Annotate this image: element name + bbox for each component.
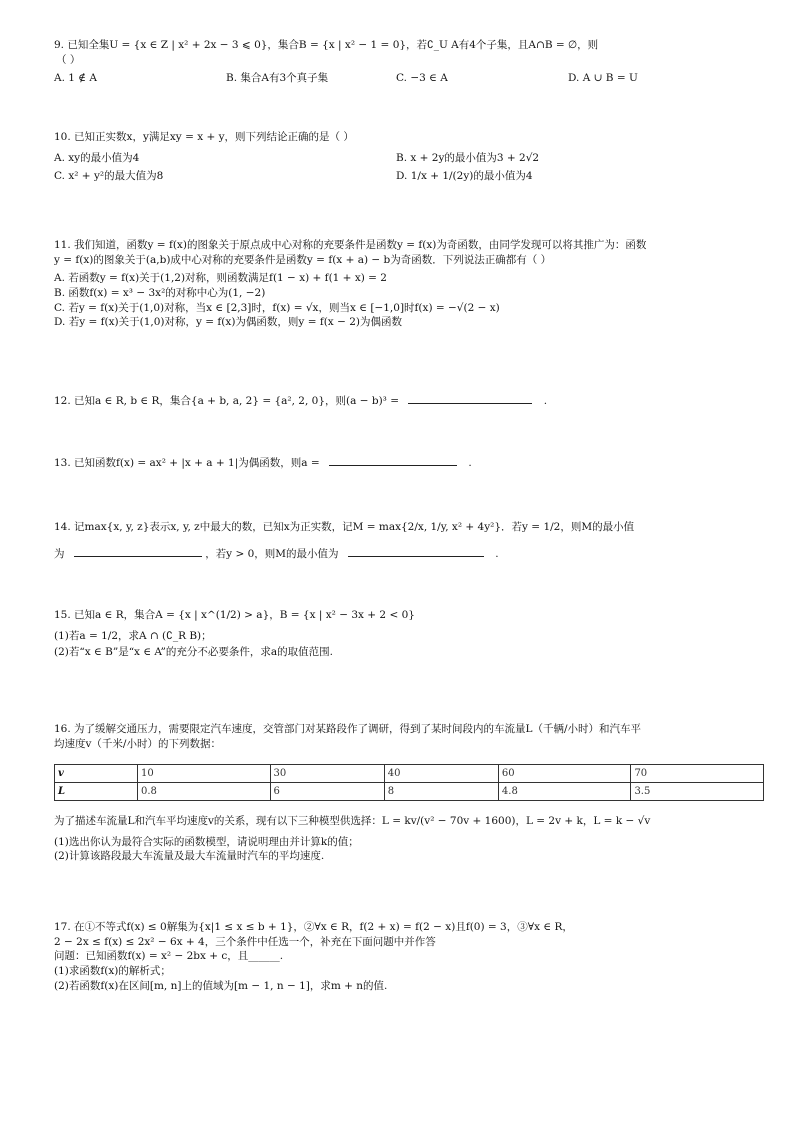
q15-stem: 15. 已知a ∈ R，集合A = {x | x^(1/2) > a}，B = {x | x² − 3x + 2 < 0} (54, 609, 415, 621)
q9-answer-paren: （ ） (56, 53, 81, 66)
q9-option-c[interactable]: C. −3 ∈ A (396, 72, 448, 85)
q12-period: . (543, 395, 548, 407)
table-cell: 3.5 (631, 783, 764, 801)
q10-option-c[interactable]: C. x² + y²的最大值为8 (54, 169, 164, 182)
q14-line2-prefix: 为 (54, 547, 65, 560)
table-cell: 4.8 (498, 783, 631, 801)
question-16 (54, 722, 766, 751)
table-cell: 70 (631, 765, 764, 783)
q16-stem-line1: 16. 为了缓解交通压力，需要限定汽车速度，交管部门对某路段作了调研，得到了某时间段内的车流量L（千辆/小时）和汽车平 (54, 723, 642, 735)
table-cell: 60 (498, 765, 631, 783)
q10-option-a[interactable]: A. xy的最小值为4 (54, 151, 140, 164)
q14-line2-middle: ，若y > 0，则M的最小值为 (205, 547, 339, 560)
table-cell: 30 (270, 765, 384, 783)
table-cell: 6 (270, 783, 384, 801)
q10-option-b[interactable]: B. x + 2y的最小值为3 + 2√2 (396, 151, 540, 164)
q16-models: 为了描述车流量L和汽车平均速度v的关系，现有以下三种模型供选择：L = kv/(v² − 70v + 1600)，L = 2v + k，L = k − √v (54, 815, 651, 827)
q17-stem-line1: 17. 在①不等式f(x) ≤ 0解集为{x|1 ≤ x ≤ b + 1}，②∀x ∈ R，f(2 + x) = f(2 − x)且f(0) = 3，③∀x ∈ R， (54, 921, 573, 933)
table-row-l (55, 783, 764, 801)
q16-part2: (2)计算该路段最大车流量及最大车流量时汽车的平均速度. (54, 850, 325, 863)
q11-option-b[interactable]: B. 函数f(x) = x³ − 3x²的对称中心为(1, −2) (54, 287, 266, 300)
q9-option-b[interactable]: B. 集合A有3个真子集 (226, 72, 329, 85)
table-row-v (55, 765, 764, 783)
q13-stem: 13. 已知函数f(x) = ax² + |x + a + 1|为偶函数，则a = (54, 457, 320, 469)
table-header-l: L (55, 783, 138, 801)
q14-answer-blank-2[interactable] (348, 545, 484, 557)
q13-period: . (468, 457, 472, 469)
question-11 (54, 238, 766, 330)
question-15 (54, 608, 766, 660)
q11-stem-line1: 11. 我们知道，函数y = f(x)的图象关于原点成中心对称的充要条件是函数y = f(x)为奇函数，由同学发现可以将其推广为：函数 (54, 239, 647, 251)
q17-stem-line2: 2 − 2x ≤ f(x) ≤ 2x² − 6x + 4，三个条件中任选一个，补充在下面问题中并作答 (54, 935, 436, 948)
table-cell: 0.8 (138, 783, 271, 801)
question-9 (54, 38, 766, 87)
question-13 (54, 454, 766, 471)
q17-part1: (1)求函数f(x)的解析式； (54, 965, 171, 978)
question-16-continued (54, 814, 766, 864)
q14-answer-blank-1[interactable] (74, 545, 202, 557)
q16-stem-line2: 均速度v（千米/小时）的下列数据： (54, 737, 221, 750)
table-cell: 10 (138, 765, 271, 783)
q14-period: . (495, 547, 499, 560)
q16-data-table (54, 764, 764, 801)
q16-part1: (1)选出你认为最符合实际的函数模型，请说明理由并计算k的值； (54, 835, 359, 848)
question-17 (54, 920, 766, 993)
q11-option-c[interactable]: C. 若y = f(x)关于(1,0)对称，当x ∈ [2,3]时，f(x) = √x，则当x ∈ [−1,0]时f(x) = −√(2 − x) (54, 301, 500, 314)
question-12 (54, 392, 766, 409)
q9-option-d[interactable]: D. A ∪ B = U (568, 72, 638, 85)
question-14 (54, 520, 766, 561)
table-cell: 8 (384, 783, 498, 801)
table-header-v: v (55, 765, 138, 783)
q17-problem: 问题：已知函数f(x) = x² − 2bx + c，且______. (54, 950, 284, 963)
q15-part1: (1)若a = 1/2，求A ∩ (∁_R B)； (54, 629, 212, 642)
q9-option-a[interactable]: A. 1 ∉ A (54, 72, 97, 85)
q12-answer-blank[interactable] (408, 392, 532, 404)
q11-option-a[interactable]: A. 若函数y = f(x)关于(1,2)对称，则函数满足f(1 − x) + f(1 + x) = 2 (54, 272, 387, 285)
q10-options-row2 (54, 169, 766, 185)
q10-stem: 10. 已知正实数x，y满足xy = x + y，则下列结论正确的是（ ） (54, 131, 354, 143)
q15-part2: (2)若“x ∈ B”是“x ∈ A”的充分不必要条件，求a的取值范围. (54, 646, 333, 659)
q9-stem: 9. 已知全集U = {x ∈ Z | x² + 2x − 3 ⩽ 0}，集合B = {x | x² − 1 = 0}，若∁_U A有4个子集，且A∩B = ∅，则 (54, 39, 599, 51)
q10-option-d[interactable]: D. 1/x + 1/(2y)的最小值为4 (396, 169, 533, 182)
q10-options-row1 (54, 151, 766, 167)
q11-stem-line2: y = f(x)的图象关于(a,b)成中心对称的充要条件是函数y = f(x + a) − b为奇函数．下列说法正确都有（ ） (54, 253, 552, 266)
q11-option-d[interactable]: D. 若y = f(x)关于(1,0)对称，y = f(x)为偶函数，则y = f(x − 2)为偶函数 (54, 316, 402, 329)
q17-part2: (2)若函数f(x)在区间[m, n]上的值域为[m − 1, n − 1]，求m + n的值. (54, 979, 388, 992)
question-10 (54, 130, 766, 185)
q9-options (54, 71, 766, 87)
q12-stem: 12. 已知a ∈ R, b ∈ R，集合{a + b, a, 2} = {a², 2, 0}，则(a − b)³ = (54, 395, 400, 407)
table-cell: 40 (384, 765, 498, 783)
q13-answer-blank[interactable] (329, 454, 457, 466)
q14-stem: 14. 记max{x, y, z}表示x, y, z中最大的数，已知x为正实数，记M = max{2/x, 1/y, x² + 4y²}．若y = 1/2，则M的最小值 (54, 521, 635, 533)
